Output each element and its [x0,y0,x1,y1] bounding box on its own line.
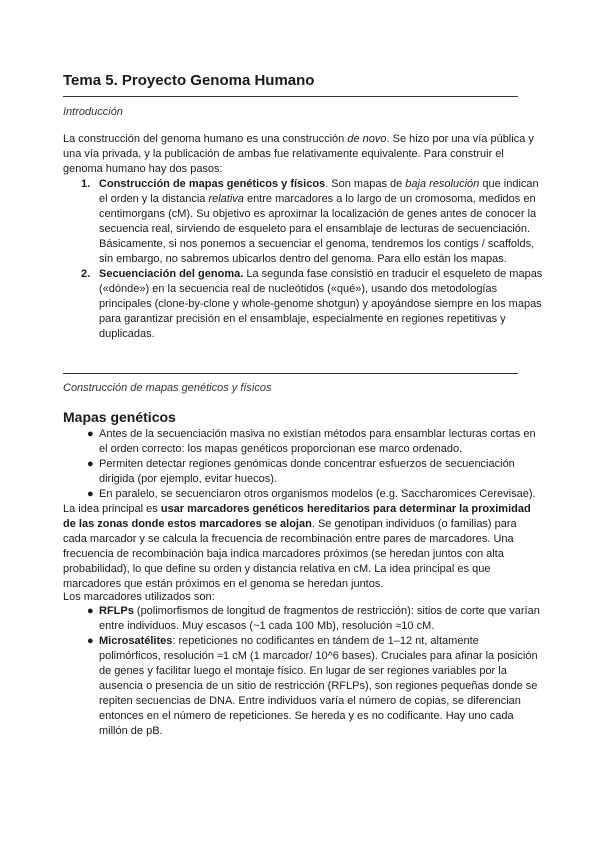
bullet-icon: ● [87,635,94,647]
bullet-text: Antes de la secuenciación masiva no existían métodos para ensamblar lecturas cortas en el orden correcto: los mapas genéticos proporcionan ese marco ordenado. [99,428,536,455]
intro-paragraph [63,132,543,177]
step-number: 1. [81,178,91,190]
markers-intro: Los marcadores utilizados son: [63,591,215,603]
step-text: que indican el orden y la distancia [99,178,539,205]
bullet-icon: ● [87,605,94,617]
bullet-text: Permiten detectar regiones genómicas donde concentrar esfuerzos de secuenciación dirigida (por ejemplo, evitar huecos). [99,458,515,485]
marker-item [63,604,543,634]
step-emphasis: relativa [208,193,244,205]
step-text: . Son mapas de [325,178,406,190]
step-title: Secuenciación del genoma. [99,268,244,280]
step-text: La segunda fase consistió en traducir el esqueleto de mapas («dónde») en la secuencia real de nucleótidos («qué»), usando dos metodologías principales (clone-by-clone y whole-genome shotgun) y apoyándose siempre en los mapas para garantizar precisión en el ensamblaje, especialmente en regiones repetitivas y duplicadas. [99,268,543,340]
bullet-item [63,487,543,502]
main-paragraph [63,502,543,592]
section-divider [63,373,518,374]
bullet-list [63,427,543,502]
paragraph-text: La idea principal es [63,503,161,515]
steps-list [63,177,543,342]
step-emphasis: baja resolución [405,178,480,190]
section-divider [63,96,518,97]
markers-list [63,604,543,739]
paragraph-text: . Se genotipan individuos (o familias) para cada marcador y se calcula la frecuencia de recombinación entre pares de marcadores. Una frecuencia de recombinación baja indica marcadores próximos (se heredan juntos con alta probabilidad), lo que define su orden y distancia relativa en cM. La idea principal es que marcadores que están próximos en el genoma se heredan juntos. [63,518,517,590]
section-heading: Mapas genéticos [63,409,176,425]
paragraph-bold: usar marcadores genéticos hereditarios para determinar la proximidad de las zonas donde estos marcadores se alojan [63,503,531,530]
intro-text-emphasis: de novo [347,133,387,145]
marker-title: Microsatélites [99,635,173,647]
page-title: Tema 5. Proyecto Genoma Humano [63,72,315,89]
section-label-intro: Introducción [63,106,123,118]
step-number: 2. [81,268,91,280]
marker-text: : repeticiones no codificantes en tándem de 1–12 nt, altamente polimórficos, resolución ≈1 cM (1 marcador/ 10^6 bases). Cruciales para afinar la posición de genes y facilitar luego el montaje físico. En lugar de ser regiones variables por la ausencia o presencia de un sitio de restricción (RFLPs), son regiones pequeñas donde se repiten secuencias de DNA. Entre individuos varía el número de copias, se diferencian entonces en el número de repeticiones. Se hereda y es no codificante. Hay uno cada millón de pB. [99,635,538,737]
step-item [63,267,543,342]
step-text: entre marcadores a lo largo de un cromosoma, medidos en centimorgans (cM). Su objetivo es aproximar la localización de genes antes de conocer la secuencia real, sirviendo de esqueleto para el ensamblaje de lecturas de secuenciación. Básicamente, si nos ponemos a secuenciar el genoma, tendremos los contigs / scaffolds, sin embargo, no sabremos ubicarlos dentro del genoma. Para ello están los mapas. [99,193,537,265]
marker-title: RFLPs [99,605,134,617]
section-label-maps: Construcción de mapas genéticos y físicos [63,382,272,394]
step-item [63,177,543,267]
bullet-item [63,427,543,457]
intro-text-end: . Se hizo por una vía pública y una vía privada, y la publicación de ambas fue relativamente equivalente. Para construir el genoma humano hay dos pasos: [63,133,534,175]
marker-text: (polimorfismos de longitud de fragmentos de restricción): sitios de corte que varían entre individuos. Muy escasos (~1 cada 100 Mb), resolución ≈10 cM. [99,605,540,632]
bullet-icon: ● [87,428,94,440]
bullet-icon: ● [87,488,94,500]
marker-item [63,634,543,739]
bullet-item [63,457,543,487]
bullet-icon: ● [87,458,94,470]
step-title: Construcción de mapas genéticos y físicos [99,178,326,190]
bullet-text: En paralelo, se secuenciaron otros organismos modelos (e.g. Saccharomices Cerevisae). [99,488,536,500]
intro-text-start: La construcción del genoma humano es una construcción [63,133,348,145]
